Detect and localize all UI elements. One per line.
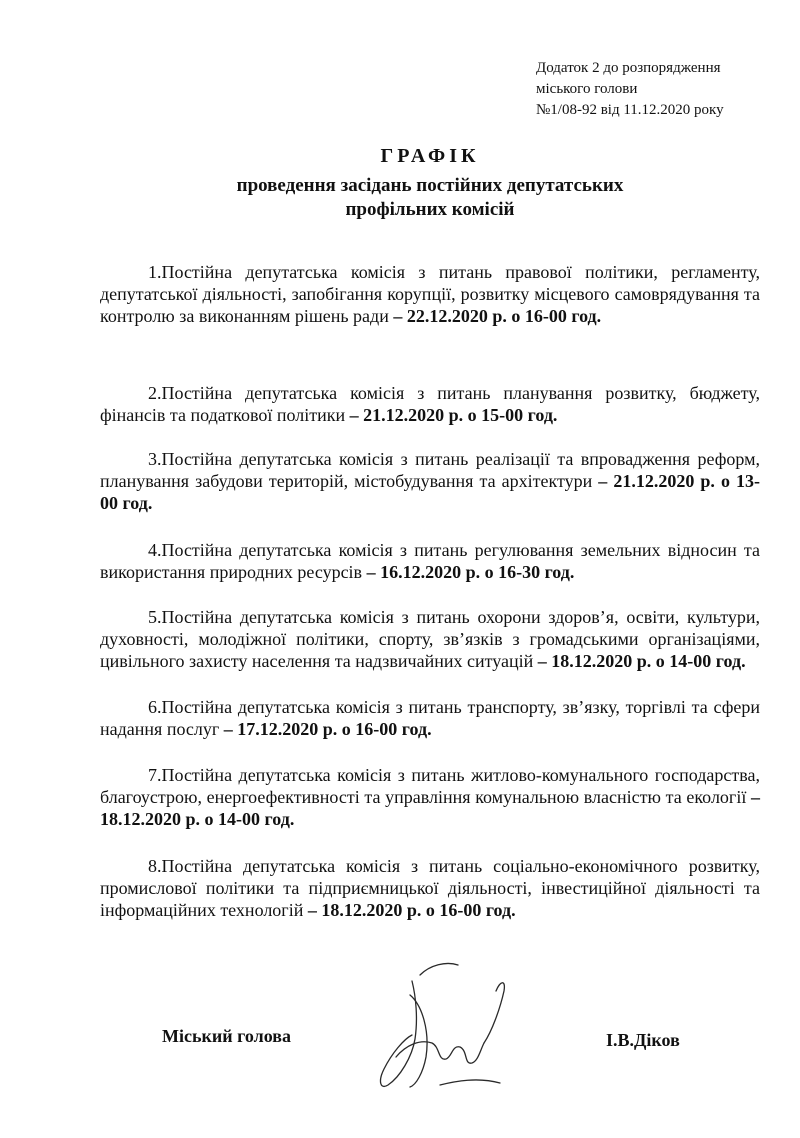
commission-item (100, 764, 760, 830)
addendum-note (536, 58, 724, 121)
document-subtitle-line-2: профільних комісій (345, 199, 515, 220)
commission-item (100, 855, 760, 921)
commission-description: 1.Постійна депутатська комісія з питань правової політики, регламенту, депутатської діяльності, запобігання корупції, розвитку місцевого самоврядування та контролю за виконанням рішень ради (100, 262, 760, 326)
commission-schedule: – 22.12.2020 р. о 16-00 год. (393, 306, 602, 326)
commission-description: 5.Постійна депутатська комісія з питань охорони здоров’я, освіти, культури, духовності, молодіжної політики, спорту, зв’язків з громадськими організаціями, цивільного захисту населення та надзвичайних ситуацій (100, 607, 760, 671)
commission-item (100, 696, 760, 740)
commission-description: 8.Постійна депутатська комісія з питань соціально-економічного розвитку, промислової політики та підприємницької діяльності, інвестиційної діяльності та інформаційних технологій (100, 856, 760, 920)
addendum-line-2: міського голови (536, 81, 638, 97)
addendum-line-3: №1/08-92 від 11.12.2020 року (536, 102, 724, 118)
commission-description: 2.Постійна депутатська комісія з питань планування розвитку, бюджету, фінансів та податкової політики (100, 383, 760, 425)
document-subtitle-line-1: проведення засідань постійних депутатських (236, 175, 624, 196)
commission-description: 6.Постійна депутатська комісія з питань транспорту, зв’язку, торгівлі та сфери надання послуг (100, 697, 760, 739)
commission-item (100, 448, 760, 514)
commission-schedule: – 21.12.2020 р. о 15-00 год. (349, 405, 558, 425)
commission-schedule: – 18.12.2020 р. о 14-00 год. (100, 787, 760, 829)
mayor-name: І.В.Діков (606, 1030, 680, 1050)
commission-schedule: – 18.12.2020 р. о 14-00 год. (537, 651, 746, 671)
commission-schedule: – 16.12.2020 р. о 16-30 год. (366, 562, 575, 582)
commission-description: 3.Постійна депутатська комісія з питань реалізації та впровадження реформ, планування забудови територій, містобудування та архітектури (100, 449, 760, 491)
handwritten-signature (360, 935, 530, 1105)
commission-schedule: – 18.12.2020 р. о 16-00 год. (307, 900, 516, 920)
commission-description: 4.Постійна депутатська комісія з питань регулювання земельних відносин та використання природних ресурсів (100, 540, 760, 582)
commission-item (100, 606, 760, 672)
commission-schedule: – 21.12.2020 р. о 13-00 год. (100, 471, 760, 513)
commission-item (100, 382, 760, 426)
mayor-title: Міський голова (162, 1026, 291, 1046)
document-title: ГРАФІК (380, 145, 480, 167)
addendum-line-1: Додаток 2 до розпорядження (536, 60, 721, 76)
commission-description: 7.Постійна депутатська комісія з питань житлово-комунального господарства, благоустрою, енергоефективності та управління комунальною власністю та екології (100, 765, 760, 807)
commission-list (100, 261, 760, 921)
commission-item (100, 261, 760, 327)
commission-schedule: – 17.12.2020 р. о 16-00 год. (223, 719, 432, 739)
commission-item (100, 539, 760, 583)
